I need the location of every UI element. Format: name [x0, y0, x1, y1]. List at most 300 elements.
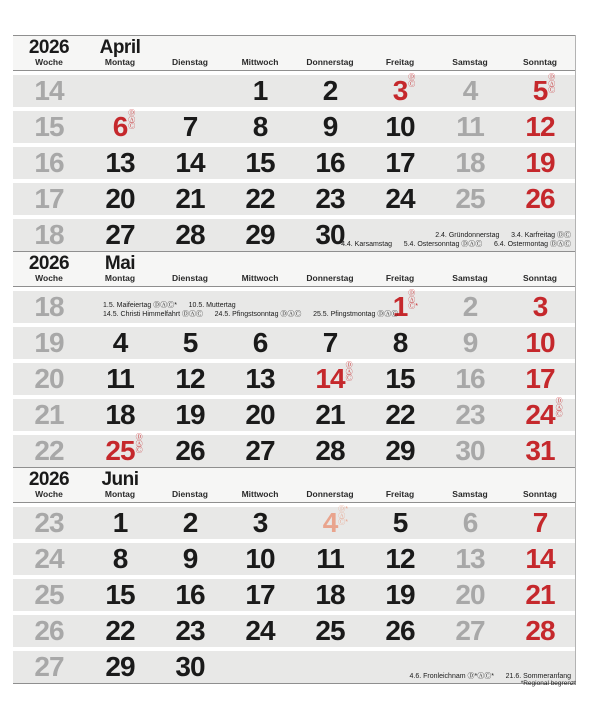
day-number-text: 16 [455, 363, 485, 394]
day-number-text: 25 [315, 615, 345, 646]
day-cell [505, 111, 575, 143]
week-number-cell [13, 327, 85, 359]
day-number-text: 27 [245, 435, 275, 466]
holiday-note-line: 1.5. Maifeiertag ⒹⒶⒸ* 10.5. Muttertag [103, 302, 236, 309]
day-number [245, 437, 274, 465]
day-number [323, 77, 338, 105]
day-number [525, 581, 554, 609]
weekday-label: Sonntag [523, 57, 557, 67]
week-row [13, 363, 575, 395]
month-header-top [13, 255, 575, 273]
day-number [113, 329, 128, 357]
day-cell [85, 579, 155, 611]
weekday-label: Montag [104, 273, 136, 283]
day-number [533, 509, 548, 537]
week-row [13, 147, 575, 179]
day-number-text: 24 [385, 183, 415, 214]
day-cell [225, 183, 295, 215]
week-row [13, 111, 575, 143]
day-number-text: 17 [385, 147, 415, 178]
week-column-label: Woche [35, 273, 63, 283]
week-number-cell [13, 543, 85, 575]
day-cell [155, 615, 225, 647]
day-cell [155, 147, 225, 179]
holiday-region-marks [548, 75, 555, 95]
region-mark-icon: Ⓓ [128, 110, 136, 117]
day-number-text: 18 [105, 399, 135, 430]
day-cell [85, 219, 155, 251]
weekday-label: Donnerstag [306, 489, 354, 499]
week-row [13, 615, 575, 647]
region-mark-icon: Ⓒ [548, 87, 556, 94]
day-number-text: 31 [525, 435, 555, 466]
day-cell [435, 327, 505, 359]
day-number [456, 113, 484, 141]
day-number-text: 14 [525, 543, 555, 574]
week-row [13, 75, 575, 107]
week-number-cell [13, 111, 85, 143]
day-cell [435, 435, 505, 467]
week-number: 14 [34, 75, 64, 106]
day-number-text: 1 [392, 291, 408, 322]
week-number: 20 [34, 363, 64, 394]
day-number [525, 365, 554, 393]
region-mark-icon: Ⓒ [135, 447, 143, 454]
day-number [385, 185, 414, 213]
day-cell [505, 363, 575, 395]
day-number [175, 221, 204, 249]
week-number: 24 [34, 543, 64, 574]
day-cell [225, 363, 295, 395]
day-cell [225, 615, 295, 647]
week-number-cell [13, 363, 85, 395]
day-cell [435, 507, 505, 539]
day-cell [155, 507, 225, 539]
day-cell [85, 507, 155, 539]
day-number [323, 329, 338, 357]
day-number [455, 617, 484, 645]
day-number [525, 398, 563, 430]
region-mark-icon: Ⓓ [345, 362, 353, 369]
region-mark-icon: Ⓐ [338, 512, 346, 520]
day-cell [85, 111, 155, 143]
holiday-region-marks [338, 507, 348, 527]
day-cell [295, 363, 365, 395]
week-number-cell [13, 291, 85, 323]
holiday-region-marks [556, 399, 563, 419]
region-mark-icon: Ⓐ [135, 440, 143, 448]
day-cell [225, 507, 295, 539]
day-number [183, 329, 198, 357]
day-cell [505, 579, 575, 611]
day-number [175, 617, 204, 645]
region-mark-icon: Ⓓ [555, 398, 563, 405]
day-cell [435, 399, 505, 431]
day-cell [155, 111, 225, 143]
day-number-text: 3 [392, 75, 408, 106]
holiday-region-marks [408, 75, 415, 88]
day-cell [85, 651, 155, 683]
day-number [393, 509, 408, 537]
day-number [315, 362, 353, 394]
week-number-cell [13, 147, 85, 179]
day-number-text: 18 [455, 147, 485, 178]
day-number-text: 7 [182, 111, 198, 142]
day-cell [85, 183, 155, 215]
day-number [245, 581, 274, 609]
day-number-text: 30 [175, 651, 205, 682]
week-number-cell [13, 579, 85, 611]
weekday-label: Montag [104, 57, 136, 67]
weekday-label: Mittwoch [241, 57, 279, 67]
day-number-text: 2 [322, 75, 338, 106]
day-cell [435, 543, 505, 575]
day-number [455, 401, 484, 429]
day-number-text: 4 [322, 507, 338, 538]
day-number-text: 3 [252, 507, 268, 538]
day-number [385, 401, 414, 429]
day-number-text: 10 [525, 327, 555, 358]
day-number-text: 20 [245, 399, 275, 430]
day-cell [225, 147, 295, 179]
day-number [245, 149, 274, 177]
day-cell [155, 219, 225, 251]
day-number [393, 329, 408, 357]
day-cell [155, 651, 225, 683]
day-cell [295, 75, 365, 107]
day-cell [85, 399, 155, 431]
day-cell-empty [155, 75, 225, 107]
day-number [525, 113, 554, 141]
month-header-april [13, 35, 575, 71]
week-number-cell [13, 399, 85, 431]
day-cell [435, 183, 505, 215]
day-number [183, 545, 198, 573]
region-mark-icon: Ⓒ [408, 80, 416, 88]
week-row [13, 435, 575, 467]
day-number [463, 77, 478, 105]
day-number-text: 4 [462, 75, 478, 106]
day-number-text: 19 [525, 147, 555, 178]
region-mark-icon: Ⓒ [555, 411, 563, 418]
day-number [245, 401, 274, 429]
weekday-label: Dienstag [172, 273, 208, 283]
day-number-text: 3 [532, 291, 548, 322]
regional-footnote: *Regional begrenzt [520, 680, 576, 687]
day-number [105, 581, 134, 609]
day-number-text: 9 [462, 327, 478, 358]
day-cell [365, 399, 435, 431]
week-number: 15 [34, 111, 64, 142]
day-cell [365, 75, 435, 107]
day-number-text: 8 [252, 111, 268, 142]
region-mark-icon: Ⓐ [408, 296, 416, 304]
day-number-text: 1 [252, 75, 268, 106]
week-row [13, 507, 575, 539]
holiday-region-marks [136, 435, 143, 455]
day-cell [85, 363, 155, 395]
day-cell [85, 543, 155, 575]
day-number [105, 401, 134, 429]
day-number-text: 7 [322, 327, 338, 358]
week-number: 19 [34, 327, 64, 358]
day-number-text: 26 [525, 183, 555, 214]
day-number [253, 77, 268, 105]
day-number-text: 11 [106, 363, 134, 394]
day-number-text: 18 [315, 579, 345, 610]
day-cell [435, 615, 505, 647]
day-cell [155, 183, 225, 215]
day-number [245, 545, 274, 573]
day-number-text: 9 [322, 111, 338, 142]
day-cell [365, 111, 435, 143]
day-number [175, 185, 204, 213]
day-number-text: 19 [175, 399, 205, 430]
weekday-header-row [13, 489, 575, 500]
day-number [105, 653, 134, 681]
day-cell [155, 399, 225, 431]
weekday-label: Montag [104, 489, 136, 499]
weekday-label: Sonntag [523, 273, 557, 283]
weekday-label: Freitag [385, 489, 415, 499]
day-number-text: 21 [525, 579, 555, 610]
day-number [245, 221, 274, 249]
day-number [455, 581, 484, 609]
holiday-notes [341, 232, 571, 249]
day-number [315, 581, 344, 609]
day-number [532, 74, 556, 106]
region-mark-icon: Ⓒ* [408, 303, 419, 310]
week-number-cell [13, 75, 85, 107]
week-number: 18 [34, 291, 64, 322]
day-cell [155, 543, 225, 575]
day-cell [505, 507, 575, 539]
day-number [245, 185, 274, 213]
day-cell [295, 615, 365, 647]
day-cell [505, 435, 575, 467]
day-cell [435, 111, 505, 143]
day-number [245, 365, 274, 393]
day-number [183, 509, 198, 537]
day-cell [365, 363, 435, 395]
day-number [455, 365, 484, 393]
day-number-text: 29 [105, 651, 135, 682]
day-number-text: 13 [455, 543, 485, 574]
day-number [455, 185, 484, 213]
day-number [385, 545, 414, 573]
holiday-region-marks [346, 363, 353, 383]
day-number [525, 329, 554, 357]
month-header-top [13, 471, 575, 489]
day-number-text: 27 [105, 219, 135, 250]
day-number-text: 14 [175, 147, 205, 178]
month-header-mai [13, 251, 575, 287]
day-number [113, 509, 128, 537]
day-cell [295, 399, 365, 431]
day-cell-empty [295, 651, 365, 683]
day-number [525, 185, 554, 213]
day-number-text: 23 [315, 183, 345, 214]
week-number: 27 [34, 651, 64, 682]
day-cell [365, 183, 435, 215]
day-number [316, 545, 344, 573]
week-row [13, 291, 575, 323]
day-number-text: 25 [105, 435, 135, 466]
day-number [315, 185, 344, 213]
week-row [13, 219, 575, 251]
day-number-text: 6 [112, 111, 128, 142]
day-cell [365, 579, 435, 611]
holiday-notes [103, 302, 398, 319]
day-number-text: 14 [315, 363, 345, 394]
day-number-text: 26 [175, 435, 205, 466]
day-number [106, 365, 134, 393]
weekday-label: Donnerstag [306, 57, 354, 67]
weekday-label: Freitag [385, 273, 415, 283]
weekday-header-row [13, 273, 575, 284]
day-number-text: 6 [462, 507, 478, 538]
day-number [392, 74, 416, 106]
week-number: 23 [34, 507, 64, 538]
day-number [175, 149, 204, 177]
day-number [105, 434, 143, 466]
day-cell [435, 579, 505, 611]
day-cell [505, 291, 575, 323]
holiday-note-line: 4.4. Karsamstag 5.4. Ostersonntag ⒹⒶⒸ 6.4. Ostermontag ⒹⒶⒸ [341, 240, 571, 248]
region-mark-icon: Ⓒ [128, 123, 136, 130]
day-number-text: 25 [455, 183, 485, 214]
day-cell [225, 399, 295, 431]
week-number: 18 [34, 219, 64, 250]
weekday-label: Samstag [452, 57, 488, 67]
day-cell [435, 147, 505, 179]
day-number [322, 506, 349, 538]
day-number [315, 617, 344, 645]
day-number-text: 8 [392, 327, 408, 358]
day-number [385, 113, 414, 141]
day-cell [155, 579, 225, 611]
day-number-text: 10 [385, 111, 415, 142]
day-number-text: 28 [175, 219, 205, 250]
week-number: 17 [34, 183, 64, 214]
week-number: 16 [34, 147, 64, 178]
day-number-text: 1 [112, 507, 128, 538]
week-number: 25 [34, 579, 64, 610]
day-number [463, 293, 478, 321]
day-number [245, 617, 274, 645]
day-cell [225, 543, 295, 575]
month-header-top [13, 39, 575, 57]
day-number [323, 113, 338, 141]
day-number [105, 221, 134, 249]
day-number-text: 30 [315, 219, 345, 250]
holiday-region-marks [408, 291, 418, 311]
day-number [385, 617, 414, 645]
day-number-text: 19 [385, 579, 415, 610]
weekday-label: Donnerstag [306, 273, 354, 283]
region-mark-icon: Ⓒ* [338, 519, 349, 526]
day-cell [295, 183, 365, 215]
day-cell [295, 147, 365, 179]
day-number-text: 16 [175, 579, 205, 610]
day-cell [435, 363, 505, 395]
region-mark-icon: Ⓐ [548, 80, 556, 88]
day-number [183, 113, 198, 141]
day-cell-empty [85, 75, 155, 107]
day-number [105, 617, 134, 645]
day-number [463, 509, 478, 537]
day-number-text: 12 [525, 111, 555, 142]
day-number-text: 27 [455, 615, 485, 646]
day-cell [365, 543, 435, 575]
region-mark-icon: Ⓐ [555, 404, 563, 412]
day-number [463, 329, 478, 357]
region-mark-icon: Ⓐ [345, 368, 353, 376]
day-number-text: 24 [245, 615, 275, 646]
holiday-note-line: 2.4. Gründonnerstag 3.4. Karfreitag ⒹⒸ [435, 232, 571, 239]
region-mark-icon: Ⓓ* [338, 506, 349, 513]
day-number [315, 437, 344, 465]
day-cell [225, 579, 295, 611]
day-cell [295, 579, 365, 611]
day-cell [155, 435, 225, 467]
day-number-text: 2 [182, 507, 198, 538]
day-cell [295, 543, 365, 575]
day-number-text: 15 [105, 579, 135, 610]
day-number [315, 149, 344, 177]
day-number-text: 22 [105, 615, 135, 646]
day-number [385, 149, 414, 177]
region-mark-icon: Ⓓ [408, 290, 416, 297]
day-number [525, 437, 554, 465]
region-mark-icon: Ⓒ [345, 375, 353, 382]
day-number [455, 545, 484, 573]
year-label: 2026 [28, 37, 70, 58]
holiday-region-marks [128, 111, 135, 131]
day-cell [435, 291, 505, 323]
day-cell [365, 507, 435, 539]
day-number [105, 185, 134, 213]
day-number-text: 22 [245, 183, 275, 214]
day-cell [225, 327, 295, 359]
month-name-label: Mai [104, 253, 136, 274]
region-mark-icon: Ⓓ [408, 74, 416, 81]
month-name-label: April [99, 37, 141, 58]
day-cell [295, 111, 365, 143]
day-number-text: 29 [385, 435, 415, 466]
day-cell [505, 543, 575, 575]
week-number-cell [13, 651, 85, 683]
day-number-text: 20 [455, 579, 485, 610]
day-number [385, 365, 414, 393]
day-number [253, 509, 268, 537]
day-number [455, 149, 484, 177]
day-number-text: 5 [182, 327, 198, 358]
day-cell [505, 615, 575, 647]
region-mark-icon: Ⓐ [128, 116, 136, 124]
day-number [385, 437, 414, 465]
weekday-label: Mittwoch [241, 273, 279, 283]
day-cell [295, 435, 365, 467]
day-number-text: 4 [112, 327, 128, 358]
three-month-calendar [13, 35, 576, 684]
day-number [253, 113, 268, 141]
day-number-text: 7 [532, 507, 548, 538]
day-number-text: 10 [245, 543, 275, 574]
day-number [385, 581, 414, 609]
year-label: 2026 [28, 253, 70, 274]
day-number-text: 6 [252, 327, 268, 358]
